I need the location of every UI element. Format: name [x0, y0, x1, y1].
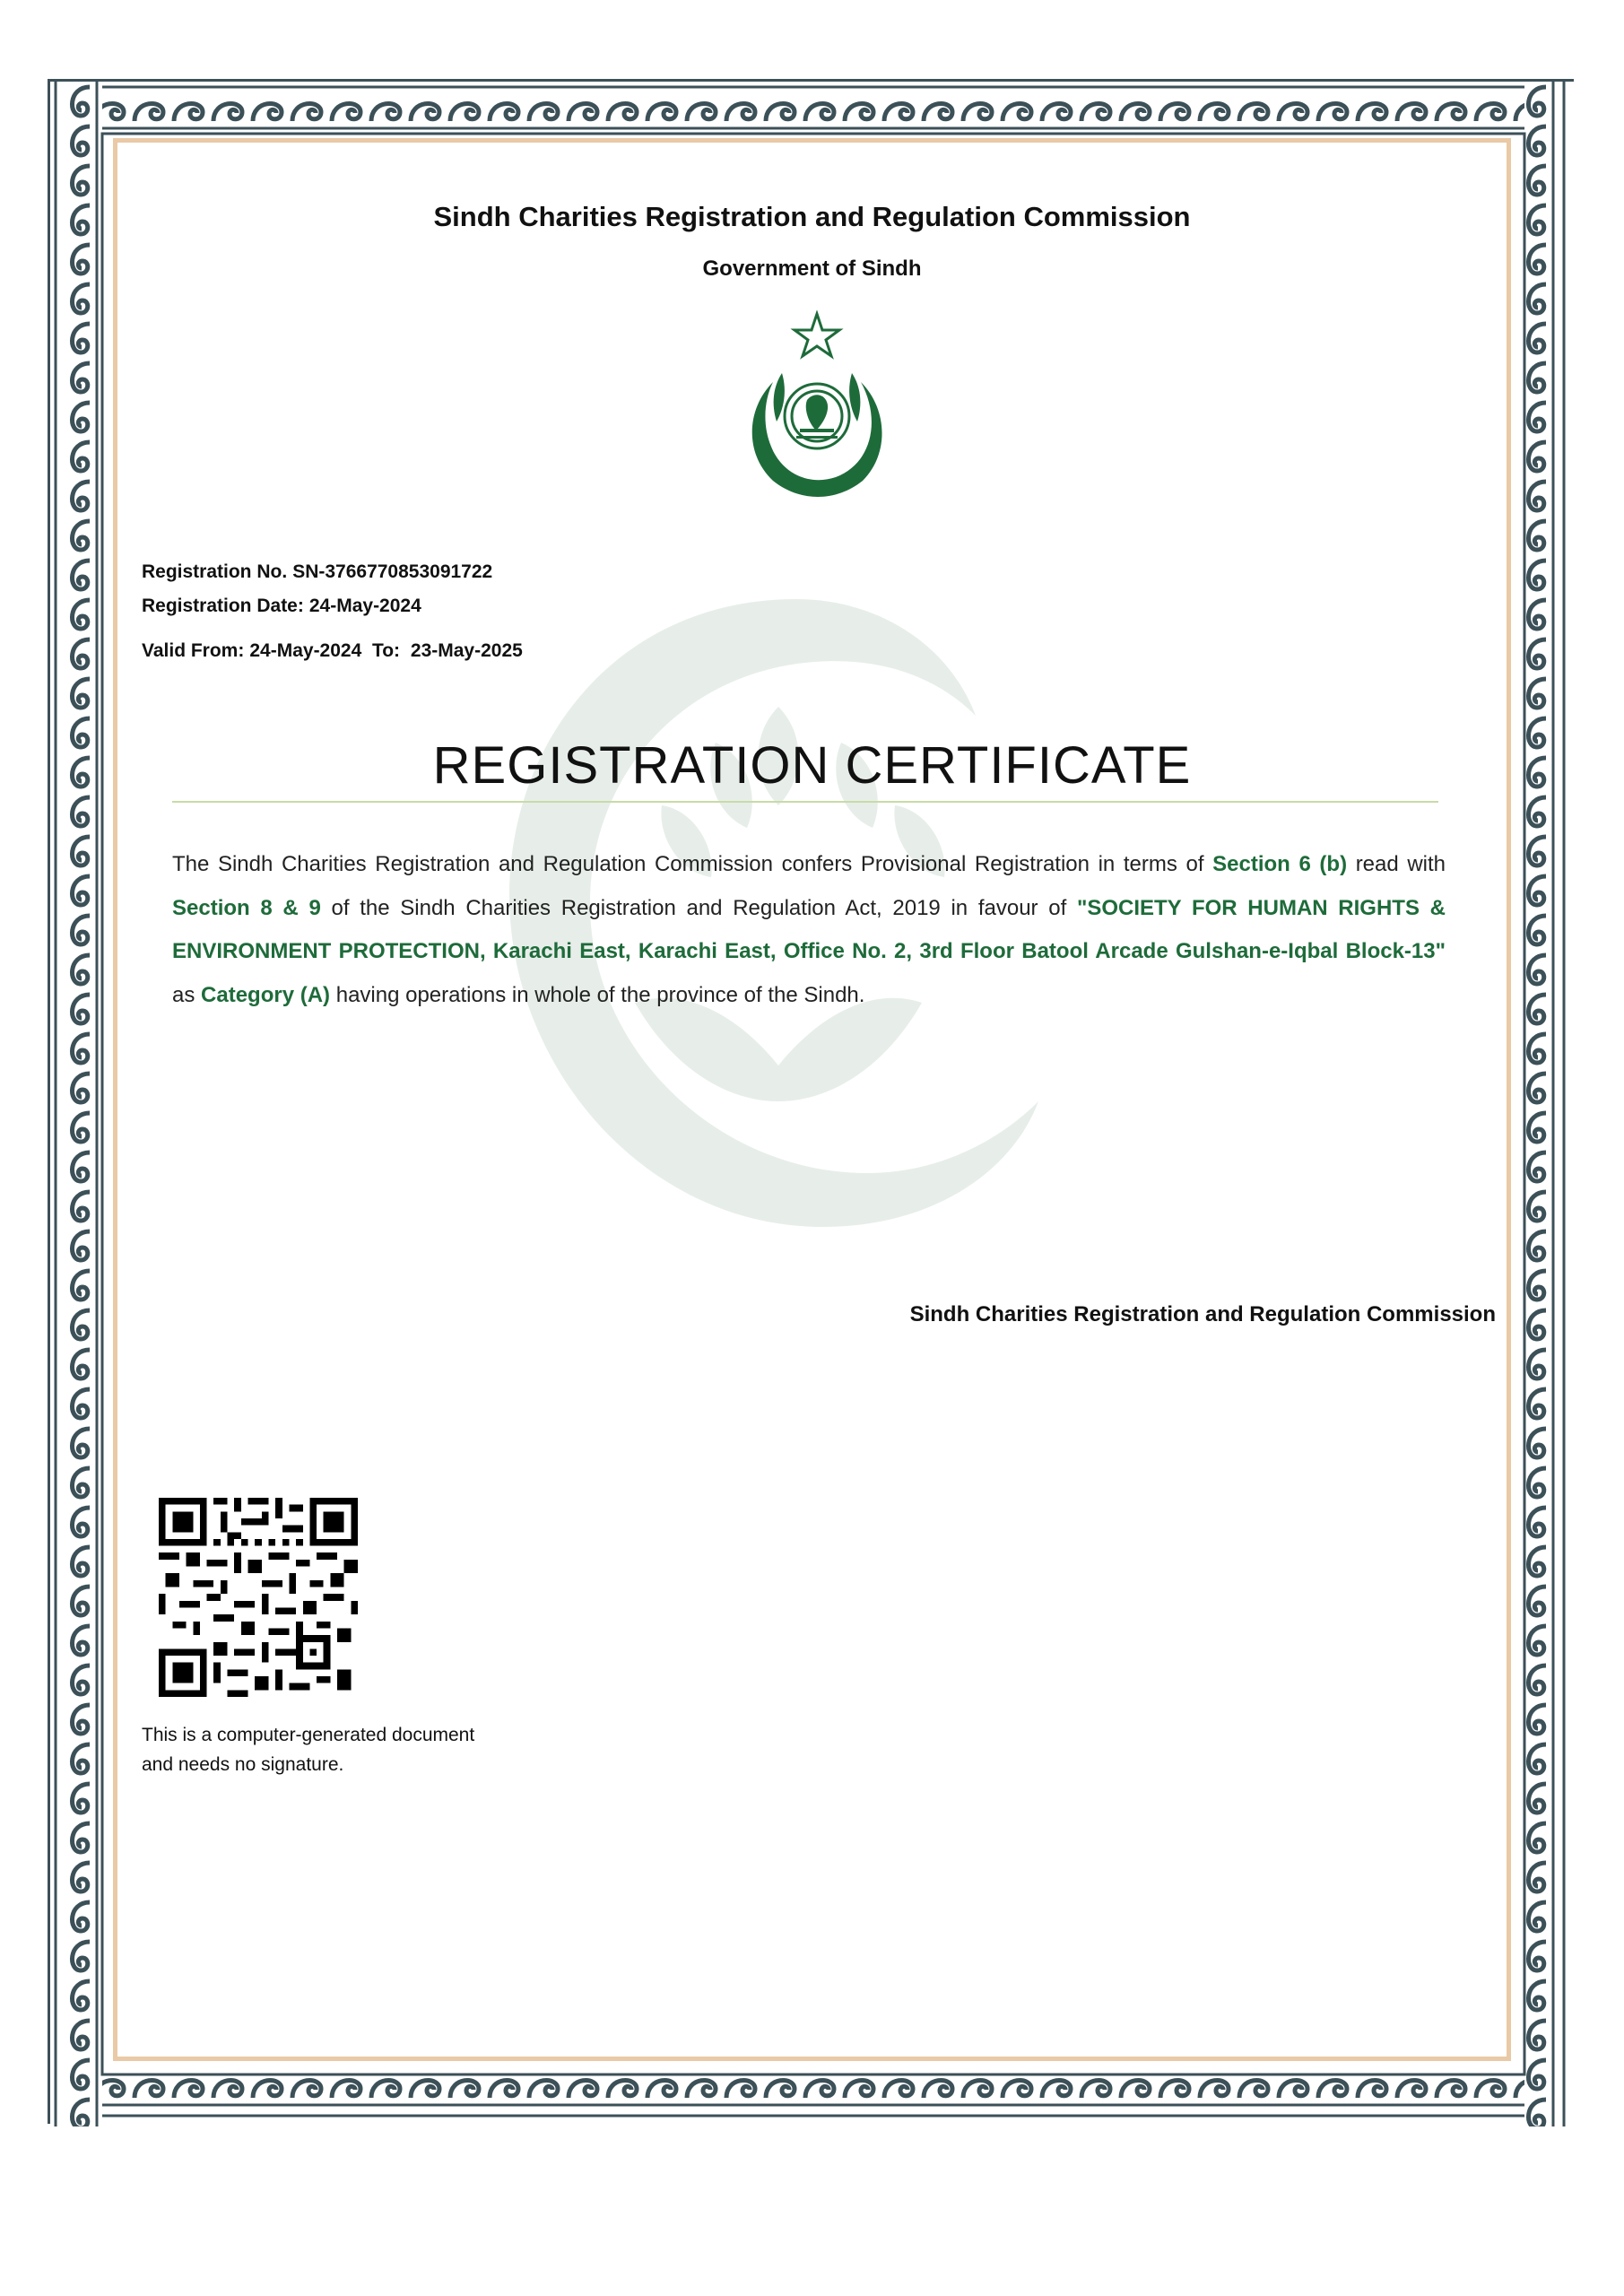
certificate-title: REGISTRATION CERTIFICATE [432, 736, 1192, 795]
registration-number [142, 561, 492, 583]
computer-generated-note: This is a computer-generated document and needs no signature. [142, 1725, 475, 1775]
validity-period [142, 640, 523, 662]
section-reference-a: Section 6 (b) [1212, 852, 1348, 876]
sindh-emblem-icon [737, 310, 897, 500]
body-text-5: having operations in whole of the province of the Sindh. [335, 982, 865, 1007]
registration-number-label: Registration No. [142, 561, 288, 582]
signature-organization: Sindh Charities Registration and Regulation Commission [909, 1302, 1496, 1326]
body-text-2: read with [1355, 852, 1446, 876]
title-divider [172, 801, 1438, 803]
registration-number-value: SN-3766770853091722 [292, 561, 493, 582]
header-title: Sindh Charities Registration and Regulation Commission [433, 201, 1191, 232]
valid-from-label: Valid From: [142, 640, 245, 661]
organization-name: "SOCIETY FOR HUMAN RIGHTS & ENVIRONMENT PROTECTION, Karachi East, Karachi East, Office No. 2, 3rd Floor Batool Arcade Gulshan-e-Iqbal Block-13" [172, 895, 1446, 963]
qr-code [159, 1498, 358, 1697]
body-text-1: The Sindh Charities Registration and Regulation Commission confers Provisional Registration in terms of [172, 852, 1204, 876]
valid-from-value: 24-May-2024 [249, 640, 362, 661]
header-subtitle: Government of Sindh [702, 257, 922, 281]
valid-to-value: 23-May-2025 [410, 640, 523, 661]
registration-date-value: 24-May-2024 [308, 596, 421, 616]
category: Category (A) [201, 982, 331, 1007]
valid-to-label: To: [371, 640, 401, 661]
certificate-body [172, 843, 1446, 1017]
registration-date-label: Registration Date: [142, 596, 304, 616]
body-text-4: as [172, 982, 195, 1007]
section-reference-b: Section 8 & 9 [172, 895, 321, 920]
registration-date [142, 596, 421, 617]
body-text-3: of the Sindh Charities Registration and Regulation Act, 2019 in favour of [331, 895, 1067, 920]
